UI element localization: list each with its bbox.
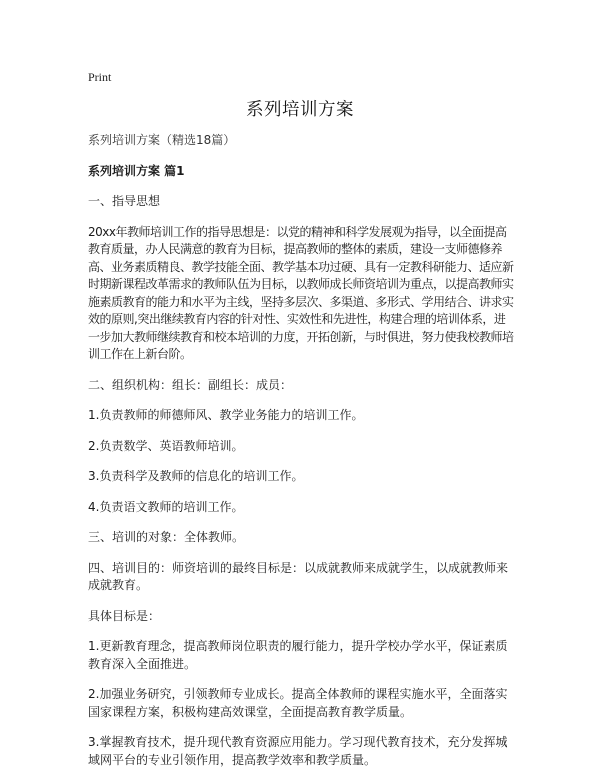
list-item: 3.掌握教育技术，提升现代教育资源应用能力。学习现代教育技术，充分发挥城域网平台的专业引领作用，提高教学效率和教学质量。 xyxy=(88,735,508,767)
heading-guiding-ideology: 一、指导思想 xyxy=(88,194,161,208)
list-item: 1.负责教师的师德师风、教学业务能力的培训工作。 xyxy=(88,408,364,422)
paragraph-guiding-ideology: 20xx年教师培训工作的指导思想是：以党的精神和科学发展观为指导，以全面提高教育质量，办人民满意的教育为目标，提高教师的整体的素质，建设一支师德修养高、业务素质精良、教学技能全面、教学基本功过硬、具有一定教科研能力、适应新时期新课程改革需求的教师队伍为目标，以教师成长师资培训为重点，以提高教师实施素质教育的能力和水平为主线，坚持多层次、多渠道、多形式、学用结合、讲求实效的原则,突出继续教育内容的针对性、实效性和先进性，构建合理的培训体系，进一步加大教师继续教育和校本培训的力度，开拓创新，与时俱进，努力使我校教师培训工作在上新台阶。 xyxy=(88,224,514,361)
print-label: Print xyxy=(88,70,112,84)
list-item: 3.负责科学及教师的信息化的培训工作。 xyxy=(88,469,304,483)
list-item: 1.更新教育理念，提高教师岗位职责的履行能力，提升学校办学水平，保证素质教育深入全面推进。 xyxy=(88,639,508,671)
heading-organization: 二、组织机构：组长：副组长：成员： xyxy=(88,377,293,392)
paragraph-training-purpose: 四、培训目的：师资培训的最终目标是：以成就教师来成就学生，以成就教师来成就教育。 xyxy=(88,560,509,592)
document-subtitle: 系列培训方案（精选18篇） xyxy=(88,133,236,147)
heading-training-target: 三、培训的对象：全体教师。 xyxy=(88,530,245,544)
heading-specific-goals: 具体目标是： xyxy=(88,608,161,623)
section-title: 系列培训方案 篇1 xyxy=(88,163,185,178)
list-item: 2.加强业务研究，引领教师专业成长。提高全体教师的课程实施水平，全面落实国家课程方案，积极构建高效课堂，全面提高教育教学质量。 xyxy=(88,687,508,719)
document-title: 系列培训方案 xyxy=(246,100,354,120)
list-item: 2.负责数学、英语教师培训。 xyxy=(88,438,244,453)
list-item: 4.负责语文教师的培训工作。 xyxy=(88,499,244,514)
document-body xyxy=(88,132,514,782)
